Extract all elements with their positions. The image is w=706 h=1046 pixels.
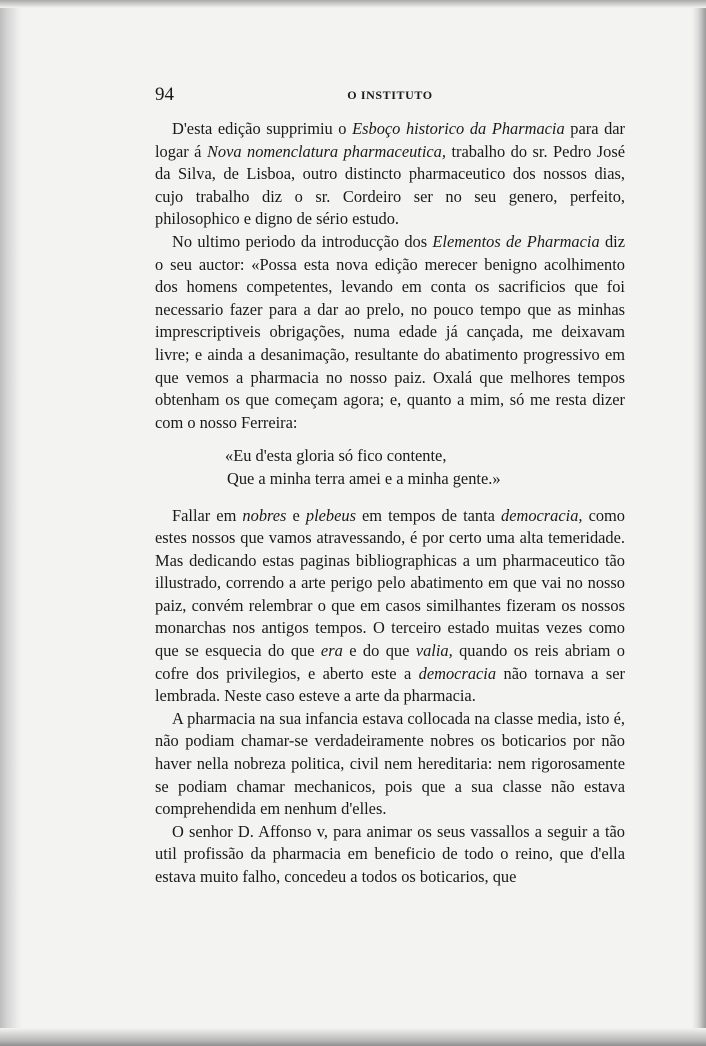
emphasis-democracia: democracia, bbox=[501, 505, 583, 525]
text-run: e do que bbox=[342, 641, 416, 661]
text-run: No ultimo periodo da introducção dos bbox=[172, 231, 433, 251]
page-bottom-edge bbox=[0, 1028, 706, 1046]
text-run: para dar logar á bbox=[155, 119, 625, 161]
emphasis-era: era bbox=[320, 641, 343, 661]
text-run: quando os reis abriam o cofre dos privilegios, e aberto este a bbox=[155, 641, 625, 683]
text-run: não tornava a ser lembrada. Neste caso esteve a arte da pharmacia. bbox=[155, 663, 625, 706]
verse-quote bbox=[155, 445, 625, 490]
text-run: diz o seu auctor: «Possa esta nova edição merecer benigno acolhimento dos homens competentes, levando em conta os sacrificios que foi necessario fazer para a dar ao prelo, no pouco tempo que as minhas imprescriptiveis obrigações, numa edade já cançada, me deixavam livre; e ainda a desanimação, resultante do abatimento progressivo em que vemos a pharmacia no nosso paiz. Oxalá que melhores tempos obtenham os que começam agora; e, quanto a mim, só me resta dizer com o nosso Ferreira: bbox=[155, 231, 625, 432]
emphasis-democracia-2: democracia bbox=[418, 663, 497, 683]
verse-line-1: «Eu d'esta gloria só fico contente, bbox=[225, 446, 447, 466]
book-title-elementos: Elementos de Pharmacia bbox=[432, 231, 600, 251]
verse-line-2: Que a minha terra amei e a minha gente.» bbox=[227, 468, 501, 488]
paragraph-4: A pharmacia na sua infancia estava collocada na classe media, isto é, não podiam chamar-se verdadeiramente nobres os boticarios por não haver nella nobreza politica, civil nem hereditaria: nem rigorosamente se podiam chamar mechanicos, pois que a sua classe não estava comprehendida em nenhum d'elles. bbox=[155, 708, 625, 819]
text-run: em tempos de tanta bbox=[355, 505, 502, 525]
running-title: O INSTITUTO bbox=[347, 88, 433, 102]
text-run: trabalho do sr. Pedro José da Silva, de Lisboa, outro distincto pharmaceutico dos nossos dias, cujo trabalho diz o sr. Cordeiro ser no seu genero, perfeito, philosophico e digno de sério estudo. bbox=[155, 141, 626, 229]
text-run: e bbox=[286, 505, 306, 525]
paragraph-1 bbox=[155, 118, 625, 231]
running-header bbox=[155, 84, 625, 108]
text-run: D'esta edição supprimiu o bbox=[172, 119, 353, 138]
paragraph-5: O senhor D. Affonso v, para animar os seus vassallos a seguir a tão util profissão da pharmacia em beneficio de todo o reino, que d'ella estava muito falho, concedeu a todos os boticarios, que bbox=[155, 821, 625, 886]
text-run: Fallar em bbox=[172, 505, 243, 525]
book-title-nomenclatura: Nova nomenclatura pharmaceutica, bbox=[206, 141, 446, 161]
page-edge-shadow bbox=[692, 0, 706, 1046]
emphasis-nobres: nobres bbox=[242, 505, 287, 525]
emphasis-valia: valia, bbox=[415, 641, 453, 661]
paragraph-3 bbox=[155, 505, 625, 708]
page-top-edge bbox=[0, 0, 706, 8]
emphasis-plebeus: plebeus bbox=[305, 505, 356, 525]
page-number: 94 bbox=[155, 84, 174, 105]
paragraph-2 bbox=[155, 231, 625, 434]
text-run: como estes nossos que vamos atravessando, é por certo uma alta temeridade. Mas dedicando estas paginas bibliographicas a um pharmaceutico tão illustrado, correndo a arte perigo pelo abatimento em que vai no nosso paiz, convém relembrar o que em casos similhantes fizeram os nossos monarchas nos antigos tempos. O terceiro estado muitas vezes como que se esquecia do que bbox=[155, 505, 626, 661]
book-title-esboco: Esboço historico da Pharmacia bbox=[352, 119, 565, 138]
page-gutter-shadow bbox=[0, 0, 22, 1046]
body-text bbox=[155, 118, 625, 889]
